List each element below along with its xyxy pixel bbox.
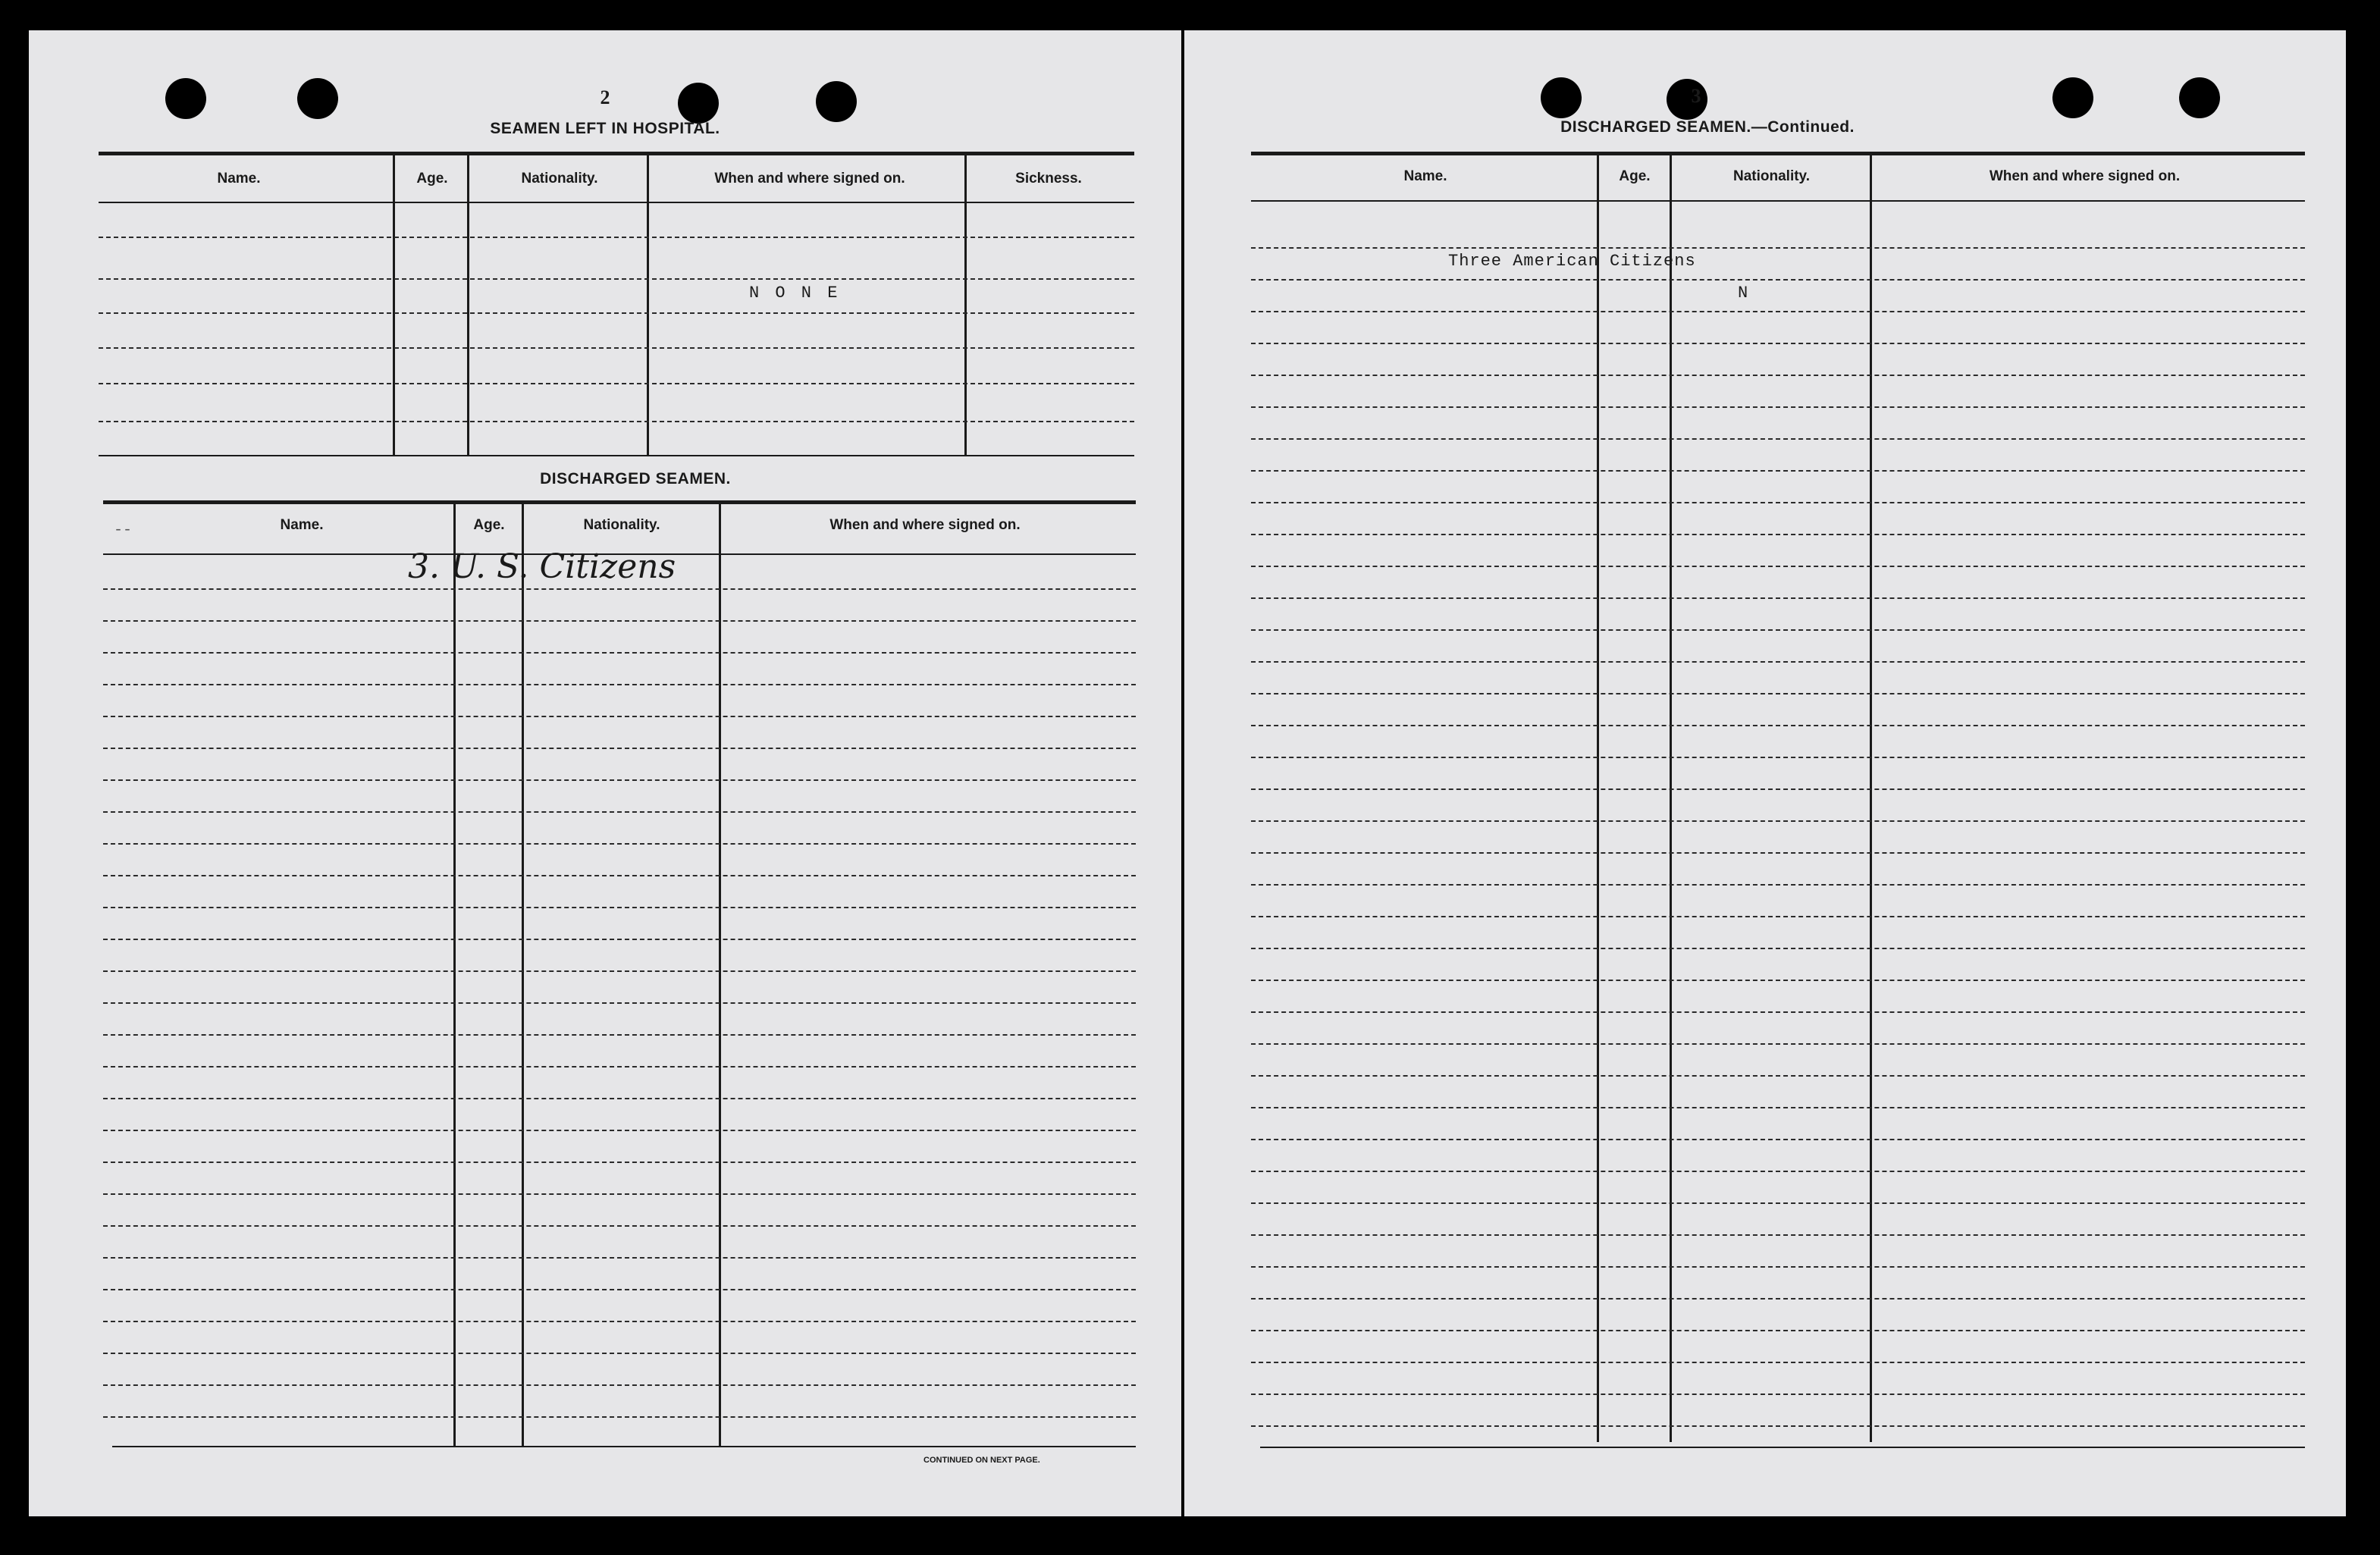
row-rule [1251,1298,2305,1299]
row-rule [1251,725,2305,726]
row-rule [103,1384,1136,1386]
column-divider [393,153,395,456]
row-rule [103,748,1136,749]
row-rule [103,1257,1136,1259]
binder-hole [1541,77,1582,118]
row-rule [1251,247,2305,249]
row-rule [1251,502,2305,503]
row-rule [1251,375,2305,376]
row-rule [1251,661,2305,663]
row-rule [1251,534,2305,535]
row-rule [103,684,1136,685]
row-rule [103,811,1136,813]
row-rule [1251,470,2305,472]
row-rule [103,1193,1136,1195]
continued-note: CONTINUED ON NEXT PAGE. [923,1456,1040,1465]
row-rule [1251,1011,2305,1013]
row-rule [1251,1425,2305,1427]
row-rule [99,347,1134,349]
row-rule [1251,629,2305,631]
table-bottom-rule [1260,1447,2305,1448]
row-rule [1251,980,2305,981]
table-top-rule [99,152,1134,155]
col-header-when-where: When and where signed on. [714,171,905,187]
row-rule [1251,1139,2305,1140]
page-number: 2 [600,86,610,108]
discharged-continued-title: DISCHARGED SEAMEN.—Continued. [1560,118,1855,136]
row-rule [103,716,1136,717]
row-rule [1251,948,2305,949]
row-rule [103,875,1136,876]
row-rule [1251,343,2305,344]
row-rule [103,652,1136,654]
row-rule [103,1130,1136,1131]
row-rule [103,1321,1136,1322]
row-rule [1251,1043,2305,1045]
col-header-name: Name. [1403,168,1447,184]
col-header-age: Age. [473,517,505,533]
row-rule [1251,1107,2305,1108]
row-rule [103,1034,1136,1036]
row-rule [1251,852,2305,854]
row-rule [1251,279,2305,281]
row-rule [1251,1075,2305,1077]
col-header-age: Age. [416,171,448,187]
row-rule [103,1416,1136,1418]
row-rule [1251,884,2305,886]
binder-hole [678,83,719,124]
row-rule [1251,1330,2305,1331]
col-header-age: Age. [1619,168,1651,184]
row-rule [103,588,1136,590]
row-rule [99,312,1134,314]
row-rule [103,779,1136,781]
row-rule [1251,1202,2305,1204]
page-number: 3 [1691,85,1701,107]
row-rule [1251,597,2305,599]
row-rule [103,939,1136,940]
row-rule [103,1002,1136,1004]
row-rule [103,1162,1136,1163]
row-rule [103,970,1136,972]
row-rule [1251,820,2305,822]
binder-hole [2052,77,2093,118]
row-rule [1251,1362,2305,1363]
row-rule [1251,438,2305,440]
row-rule [1251,1171,2305,1172]
col-header-nationality: Nationality. [583,517,660,533]
binder-hole [165,78,206,119]
row-rule [99,421,1134,422]
binder-hole [297,78,338,119]
row-rule [1251,1394,2305,1395]
row-rule [1251,788,2305,790]
column-divider [719,502,721,1446]
column-divider [1670,153,1672,1442]
typed-entry: Three American Citizens [1448,252,1696,271]
row-rule [1251,1234,2305,1236]
row-rule [1251,1266,2305,1268]
row-rule [103,1066,1136,1067]
header-rule [1251,200,2305,202]
header-rule [99,202,1134,203]
row-rule [1251,311,2305,312]
row-rule [1251,693,2305,694]
column-divider [964,153,967,456]
col-header-name: Name. [280,517,324,533]
row-rule [99,383,1134,384]
handwritten-entry: 3. U. S. Citizens [408,547,676,586]
row-rule [103,843,1136,845]
row-rule [1251,757,2305,758]
typed-mark: N [1738,284,1751,303]
table-top-rule [1251,152,2305,155]
margin-mark: -- [114,522,133,539]
col-header-nationality: Nationality. [521,171,598,187]
col-header-sickness: Sickness. [1015,171,1082,187]
row-rule [103,1289,1136,1290]
col-header-nationality: Nationality. [1733,168,1810,184]
column-divider [453,502,456,1446]
row-rule [99,278,1134,280]
col-header-when-where: When and where signed on. [1989,168,2181,184]
column-divider [647,153,649,456]
table-bottom-rule [112,1446,1136,1447]
hospital-entry: N O N E [749,284,841,303]
right-page [1184,30,2346,1516]
row-rule [103,1225,1136,1227]
col-header-when-where: When and where signed on. [829,517,1021,533]
row-rule [103,1353,1136,1354]
row-rule [1251,406,2305,408]
hospital-section-title: SEAMEN LEFT IN HOSPITAL. [490,120,720,137]
column-divider [522,502,524,1446]
discharged-section-title: DISCHARGED SEAMEN. [540,470,731,488]
row-rule [1251,566,2305,567]
binder-hole [816,81,857,122]
row-rule [99,237,1134,238]
binder-hole [2179,77,2220,118]
left-page [29,30,1181,1516]
column-divider [467,153,469,456]
row-rule [1251,916,2305,917]
table-top-rule [103,500,1136,504]
row-rule [103,620,1136,622]
column-divider [1870,153,1872,1442]
table-bottom-rule [99,455,1134,456]
row-rule [103,1098,1136,1099]
column-divider [1597,153,1599,1442]
row-rule [103,907,1136,908]
col-header-name: Name. [217,171,261,187]
